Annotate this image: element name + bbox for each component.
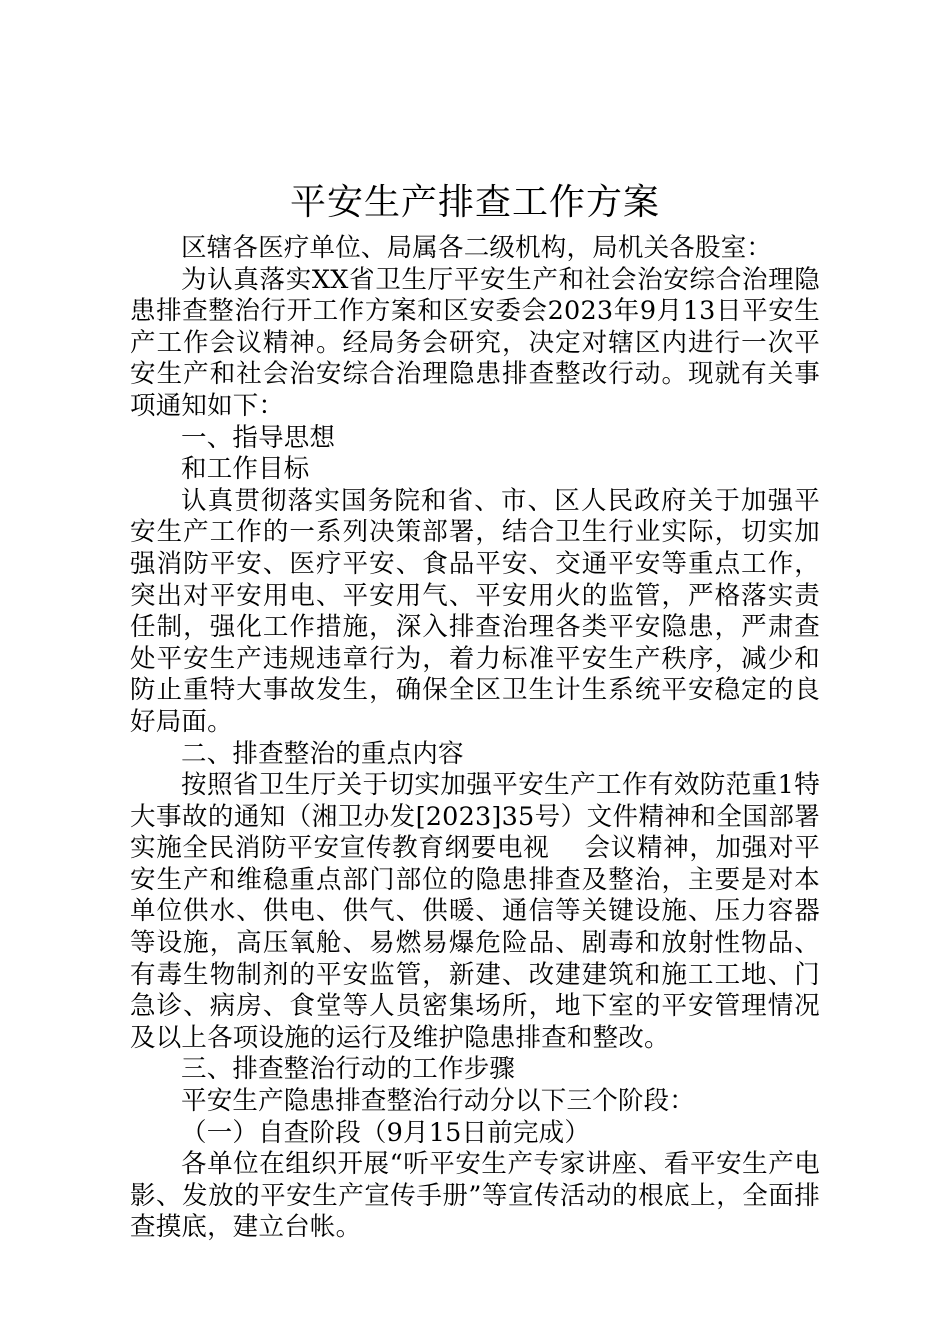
- section-heading-2: 二、排查整治的重点内容: [181, 738, 464, 769]
- subsection-heading-1: （一）自查阶段（9月15日前完成）: [181, 1117, 591, 1148]
- paragraph-self-check: 各单位在组织开展“听平安生产专家讲座、看平安生产电影、发放的平安生产宣传手册”等宣传活动的根底上，全面排查摸底，建立台帐。: [130, 1149, 820, 1243]
- paragraph-intro: 为认真落实XX省卫生厅平安生产和社会治安综合治理隐患排查整治行开工作方案和区安委会2023年9月13日平安生产工作会议精神。经局务会研究，决定对辖区内进行一次平安生产和社会治安综合治理隐患排查整改行动。现就有关事项通知如下：: [130, 264, 820, 421]
- paragraph-guiding: 认真贯彻落实国务院和省、市、区人民政府关于加强平安生产工作的一系列决策部署，结合卫生行业实际，切实加强消防平安、医疗平安、食品平安、交通平安等重点工作，突出对平安用电、平安用气、平安用火的监管，严格落实责任制，强化工作措施，深入排查治理各类平安隐患，严肃查处平安生产违规违章行为，着力标准平安生产秩序，减少和防止重特大事故发生，确保全区卫生计生系统平安稳定的良好局面。: [130, 485, 820, 737]
- paragraph-stages: 平安生产隐患排查整治行动分以下三个阶段：: [181, 1086, 696, 1117]
- section-heading-3: 三、排查整治行动的工作步骤: [181, 1054, 516, 1085]
- section-heading-1-cont: 和工作目标: [181, 454, 310, 485]
- paragraph-key-content: 按照省卫生厅关于切实加强平安生产工作有效防范重1特大事故的通知（湘卫办发[2023]35号）文件精神和全国部署实施全民消防平安宣传教育纲要电视 会议精神，加强对平安生产和维稳重点部门部位的隐患排查及整治，主要是对本单位供水、供电、供气、供暖、通信等关键设施、压力容器等设施，高压氧舱、易燃易爆危险品、剧毒和放射性物品、有毒生物制剂的平安监管，新建、改建建筑和施工工地、门急诊、病房、食堂等人员密集场所，地下室的平安管理情况及以上各项设施的运行及维护隐患排查和整改。: [130, 770, 820, 1053]
- section-heading-1: 一、指导思想: [181, 422, 336, 453]
- document-title: 平安生产排查工作方案: [289, 182, 660, 223]
- paragraph-salutation: 区辖各医疗单位、局属各二级机构，局机关各股室：: [181, 233, 773, 263]
- document-body: [130, 233, 820, 1244]
